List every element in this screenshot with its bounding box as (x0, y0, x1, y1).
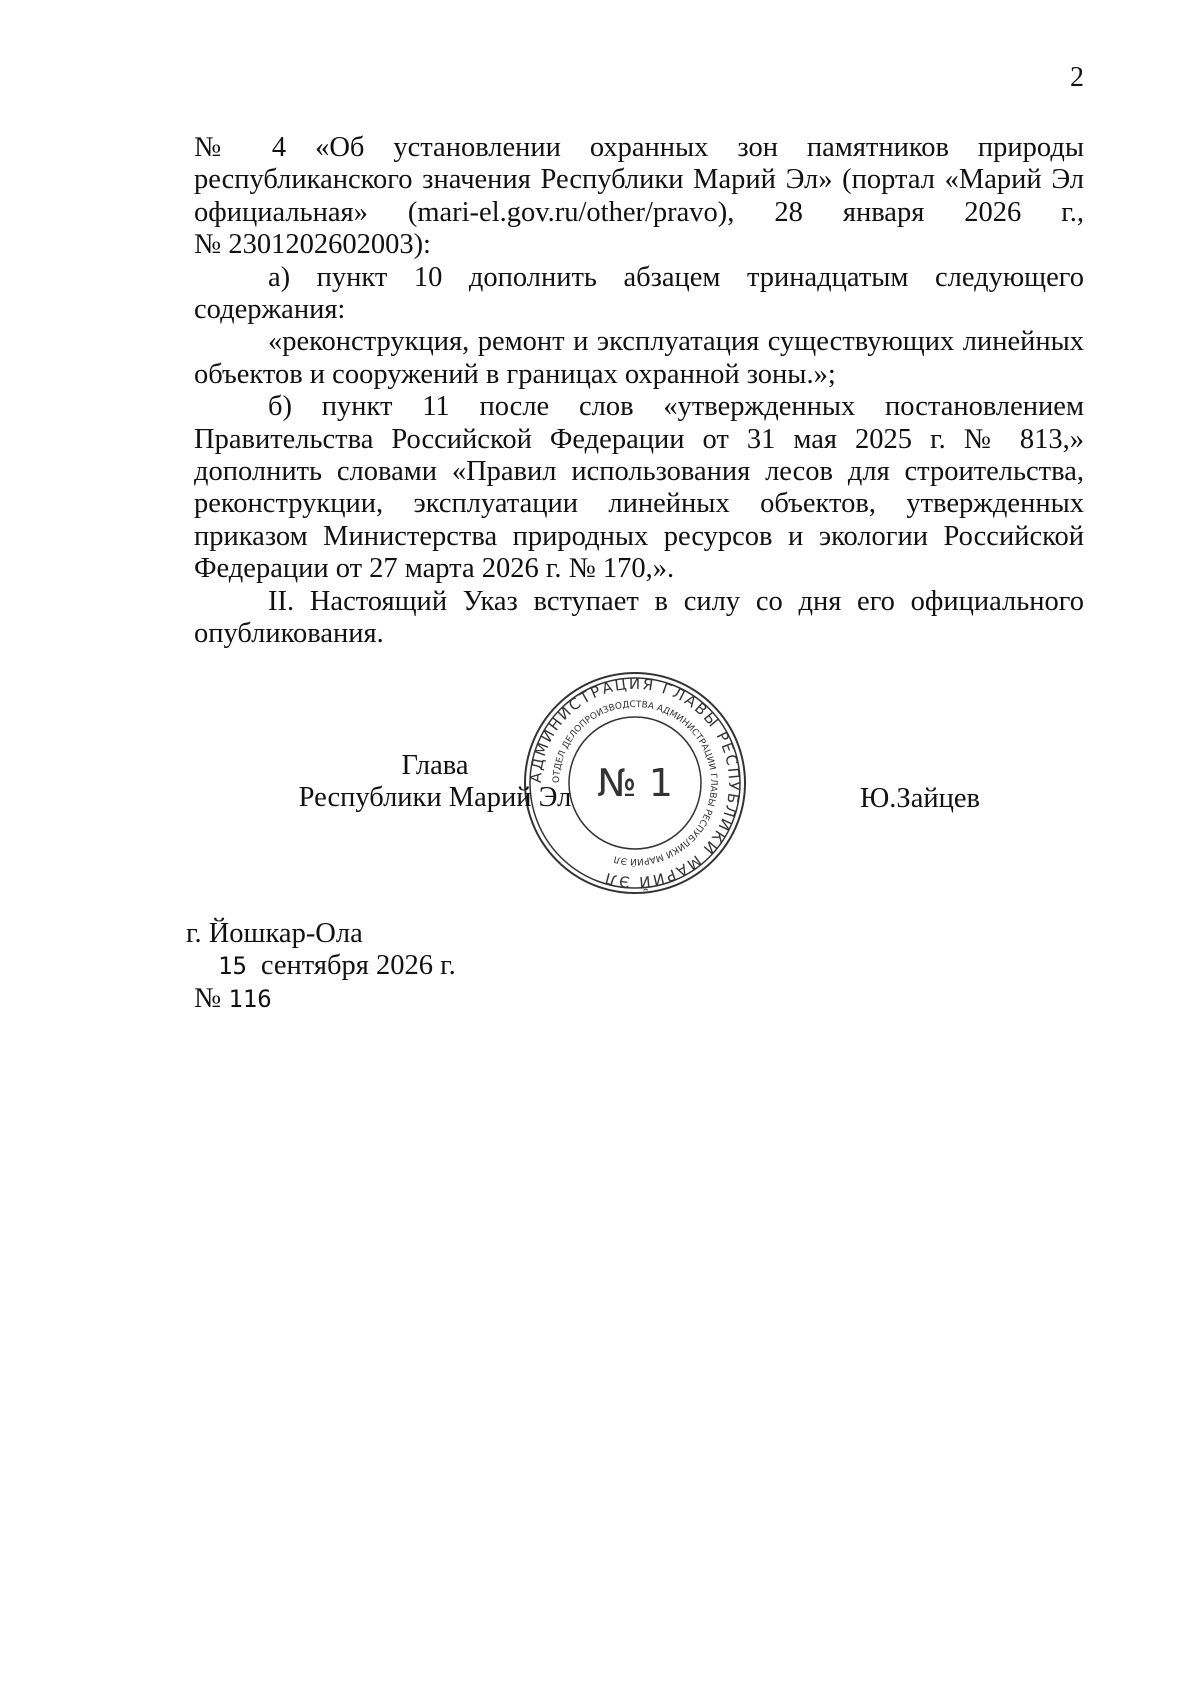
text-line: № 4 «Об установлении охранных зон памятников природы (194, 132, 1084, 163)
text-line: Правительства Российской Федерации от 31 мая 2025 г. № 813,» (194, 423, 1084, 455)
number-sign: № (194, 983, 222, 1014)
signing-date (218, 950, 456, 982)
stamp-center-number: № 1 (597, 761, 673, 805)
signatory-position (290, 750, 580, 815)
text-line: приказом Министерства природных ресурсов и экологии Российской (194, 520, 1084, 552)
text-line: опубликования. (194, 618, 384, 650)
text-line: Федерации от 27 марта 2026 г. № 170,». (194, 553, 675, 585)
paragraph-item-b (194, 391, 1084, 585)
text-line: б) пункт 11 после слов «утвержденных постановлением (268, 391, 1084, 423)
text-line: республиканского значения Республики Марий Эл» (портал «Марий Эл (194, 164, 1084, 196)
paragraph-quote (194, 326, 1084, 391)
stamp-outer-text: АДМИНИСТРАЦИЯ ГЛАВЫ РЕСПУБЛИКИ МАРИЙ ЭЛ (526, 674, 744, 892)
page-number: 2 (1070, 62, 1084, 93)
text-line: дополнить словами «Правил использования лесов для строительства, (194, 456, 1084, 488)
text-line: № 2301202602003): (194, 229, 431, 261)
text-line: а) пункт 10 дополнить абзацем тринадцатым следующего (268, 261, 1084, 293)
text-line: «реконструкция, ремонт и эксплуатация существующих линейных (268, 326, 1084, 358)
text-line: официальная» (mari-el.gov.ru/other/pravo), 28 января 2026 г., (194, 196, 1084, 228)
document-body (194, 132, 1084, 651)
paragraph-item-a (194, 262, 1084, 327)
text-line: реконструкции, эксплуатации линейных объектов, утвержденных (194, 488, 1084, 520)
text-line: объектов и сооружений в границах охранной зоны.»; (194, 358, 836, 390)
number-value: 116 (228, 985, 272, 1013)
text-line: II. Настоящий Указ вступает в силу со дня его официального (268, 585, 1084, 617)
signatory-title-line: Республики Марий Эл (298, 782, 572, 814)
date-day: 15 (218, 952, 247, 980)
date-month-year: сентября 2026 г. (260, 950, 456, 981)
place-of-signing: г. Йошкар-Ола (186, 918, 363, 949)
text-line: содержания: (194, 294, 346, 326)
signatory-title-line: Глава (401, 750, 469, 781)
stamp-inner-text: ОТДЕЛ ДЕЛОПРОИЗВОДСТВА АДМИНИСТРАЦИИ ГЛАВЫ РЕСПУБЛИКИ МАРИЙ ЭЛ (551, 699, 719, 867)
document-number (194, 983, 272, 1015)
paragraph-effective-date (194, 586, 1084, 651)
paragraph-decree-reference (194, 132, 1084, 262)
signatory-name: Ю.Зайцев (860, 783, 980, 814)
